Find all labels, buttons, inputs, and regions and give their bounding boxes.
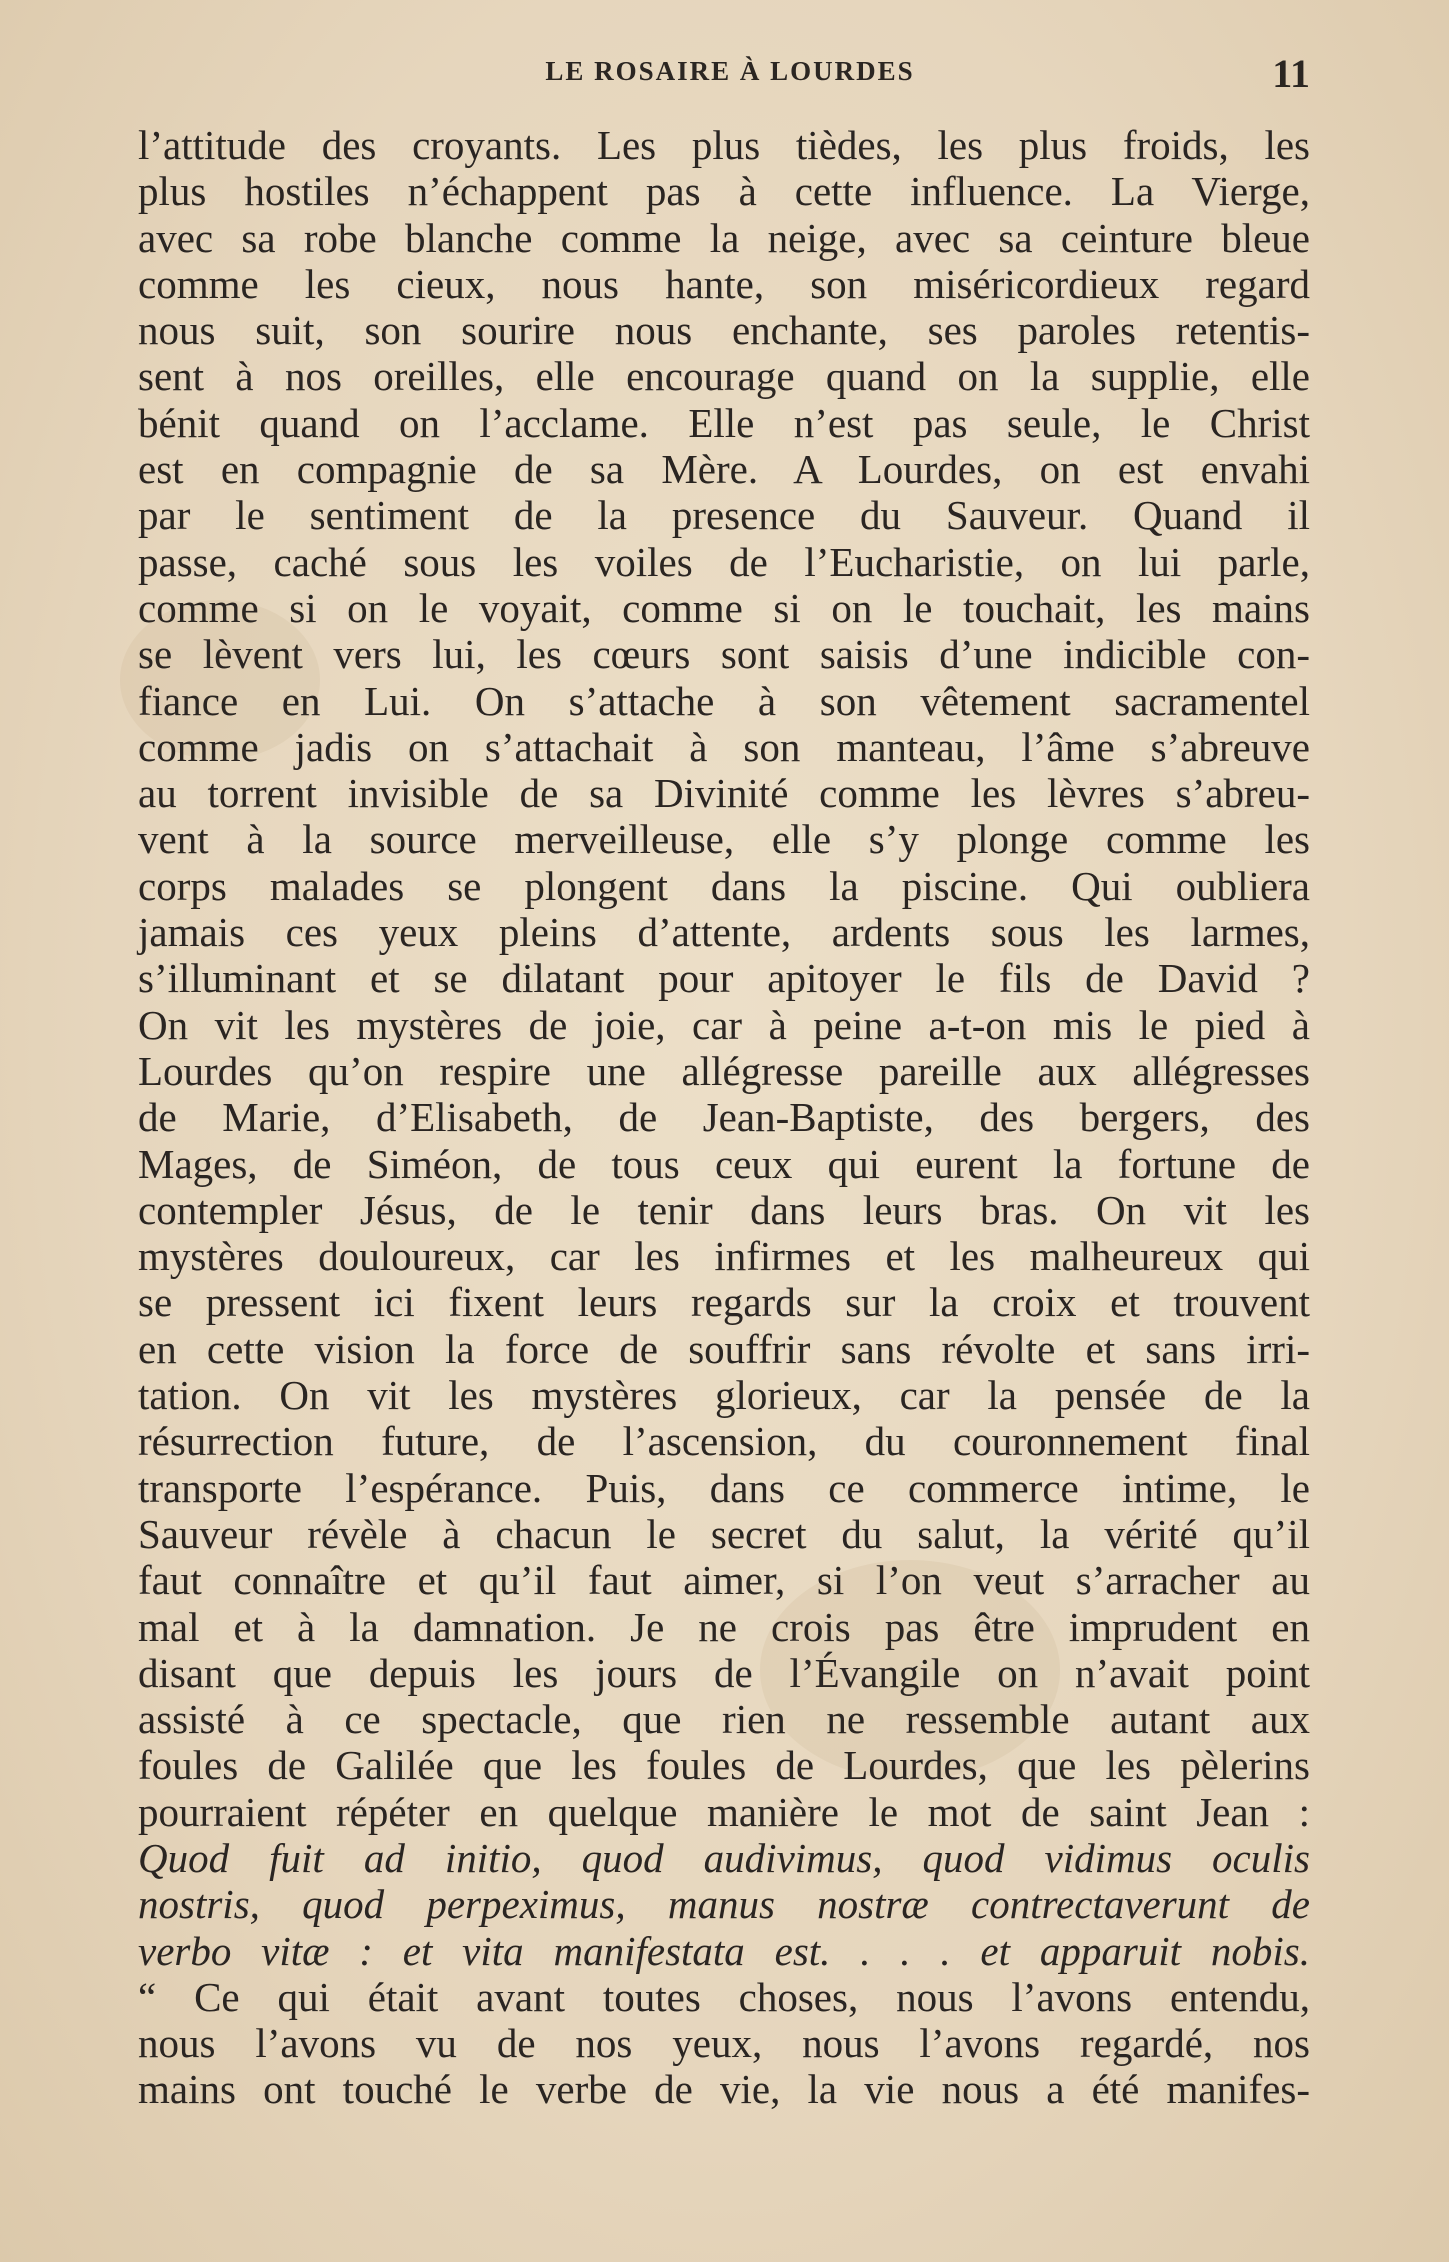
latin-quote-line: verbo vitæ : et vita manifestata est. . . . et apparuit nobis. [138, 1927, 1310, 1974]
text-line: plus hostiles n’échappent pas à cette influence. La Vierge, [138, 168, 1310, 215]
text-line: de Marie, d’Elisabeth, de Jean-Baptiste, des bergers, des [138, 1094, 1310, 1141]
text-line: Lourdes qu’on respire une allégresse pareille aux allégresses [138, 1047, 1310, 1094]
text-line: bénit quand on l’acclame. Elle n’est pas seule, le Christ [138, 399, 1310, 446]
text-line: Mages, de Siméon, de tous ceux qui eurent la fortune de [138, 1140, 1310, 1187]
text-line: en cette vision la force de souffrir sans révolte et sans irri- [138, 1325, 1310, 1372]
text-line: résurrection future, de l’ascension, du couronnement final [138, 1418, 1310, 1465]
text-line: faut connaître et qu’il faut aimer, si l’on veut s’arracher au [138, 1557, 1310, 1604]
text-line: sent à nos oreilles, elle encourage quand on la supplie, elle [138, 353, 1310, 400]
text-line: l’attitude des croyants. Les plus tièdes, les plus froids, les [138, 122, 1310, 168]
text-line: est en compagnie de sa Mère. A Lourdes, on est envahi [138, 446, 1310, 493]
text-line: “ Ce qui était avant toutes choses, nous l’avons entendu, [138, 1973, 1310, 2020]
text-line: assisté à ce spectacle, que rien ne ressemble autant aux [138, 1696, 1310, 1743]
text-line: s’illuminant et se dilatant pour apitoyer le fils de David ? [138, 955, 1310, 1002]
text-line: disant que depuis les jours de l’Évangile on n’avait point [138, 1649, 1310, 1696]
text-line: comme les cieux, nous hante, son miséricordieux regard [138, 260, 1310, 307]
text-line: tation. On vit les mystères glorieux, car la pensée de la [138, 1372, 1310, 1419]
text-line: mal et à la damnation. Je ne crois pas être imprudent en [138, 1603, 1310, 1650]
body-text [138, 122, 1310, 2113]
text-line: comme si on le voyait, comme si on le touchait, les mains [138, 584, 1310, 631]
text-line: On vit les mystères de joie, car à peine a-t-on mis le pied à [138, 1001, 1310, 1048]
text-line: fiance en Lui. On s’attache à son vêtement sacramentel [138, 677, 1310, 724]
latin-quote-line: Quod fuit ad initio, quod audivimus, quod vidimus oculis [138, 1834, 1310, 1881]
text-line: vent à la source merveilleuse, elle s’y plonge comme les [138, 816, 1310, 863]
running-header [140, 50, 1320, 100]
text-line: corps malades se plongent dans la piscine. Qui oubliera [138, 862, 1310, 909]
text-line: comme jadis on s’attachait à son manteau, l’âme s’abreuve [138, 723, 1310, 770]
page-number: 11 [1272, 51, 1310, 96]
running-title: LE ROSAIRE À LOURDES [545, 56, 915, 86]
text-line: mystères douloureux, car les infirmes et les malheureux qui [138, 1233, 1310, 1280]
text-line: se pressent ici fixent leurs regards sur la croix et trouvent [138, 1279, 1310, 1326]
text-line: nous l’avons vu de nos yeux, nous l’avons regardé, nos [138, 2020, 1310, 2067]
text-line: transporte l’espérance. Puis, dans ce commerce intime, le [138, 1464, 1310, 1511]
text-line: Sauveur révèle à chacun le secret du salut, la vérité qu’il [138, 1510, 1310, 1557]
text-line: jamais ces yeux pleins d’attente, ardents sous les larmes, [138, 909, 1310, 956]
text-line: pourraient répéter en quelque manière le mot de saint Jean : [138, 1788, 1310, 1835]
text-line: nous suit, son sourire nous enchante, ses paroles retentis- [138, 307, 1310, 354]
text-line: au torrent invisible de sa Divinité comme les lèvres s’abreu- [138, 770, 1310, 817]
text-line: mains ont touché le verbe de vie, la vie nous a été manifes- [138, 2066, 1310, 2113]
text-line: foules de Galilée que les foules de Lourdes, que les pèlerins [138, 1742, 1310, 1789]
text-line: avec sa robe blanche comme la neige, avec sa ceinture bleue [138, 214, 1310, 261]
text-line: par le sentiment de la presence du Sauveur. Quand il [138, 492, 1310, 539]
text-line: contempler Jésus, de le tenir dans leurs bras. On vit les [138, 1186, 1310, 1233]
text-line: se lèvent vers lui, les cœurs sont saisis d’une indicible con- [138, 631, 1310, 678]
text-line: passe, caché sous les voiles de l’Eucharistie, on lui parle, [138, 538, 1310, 585]
latin-quote-line: nostris, quod perpeximus, manus nostræ contrectaverunt de [138, 1881, 1310, 1928]
